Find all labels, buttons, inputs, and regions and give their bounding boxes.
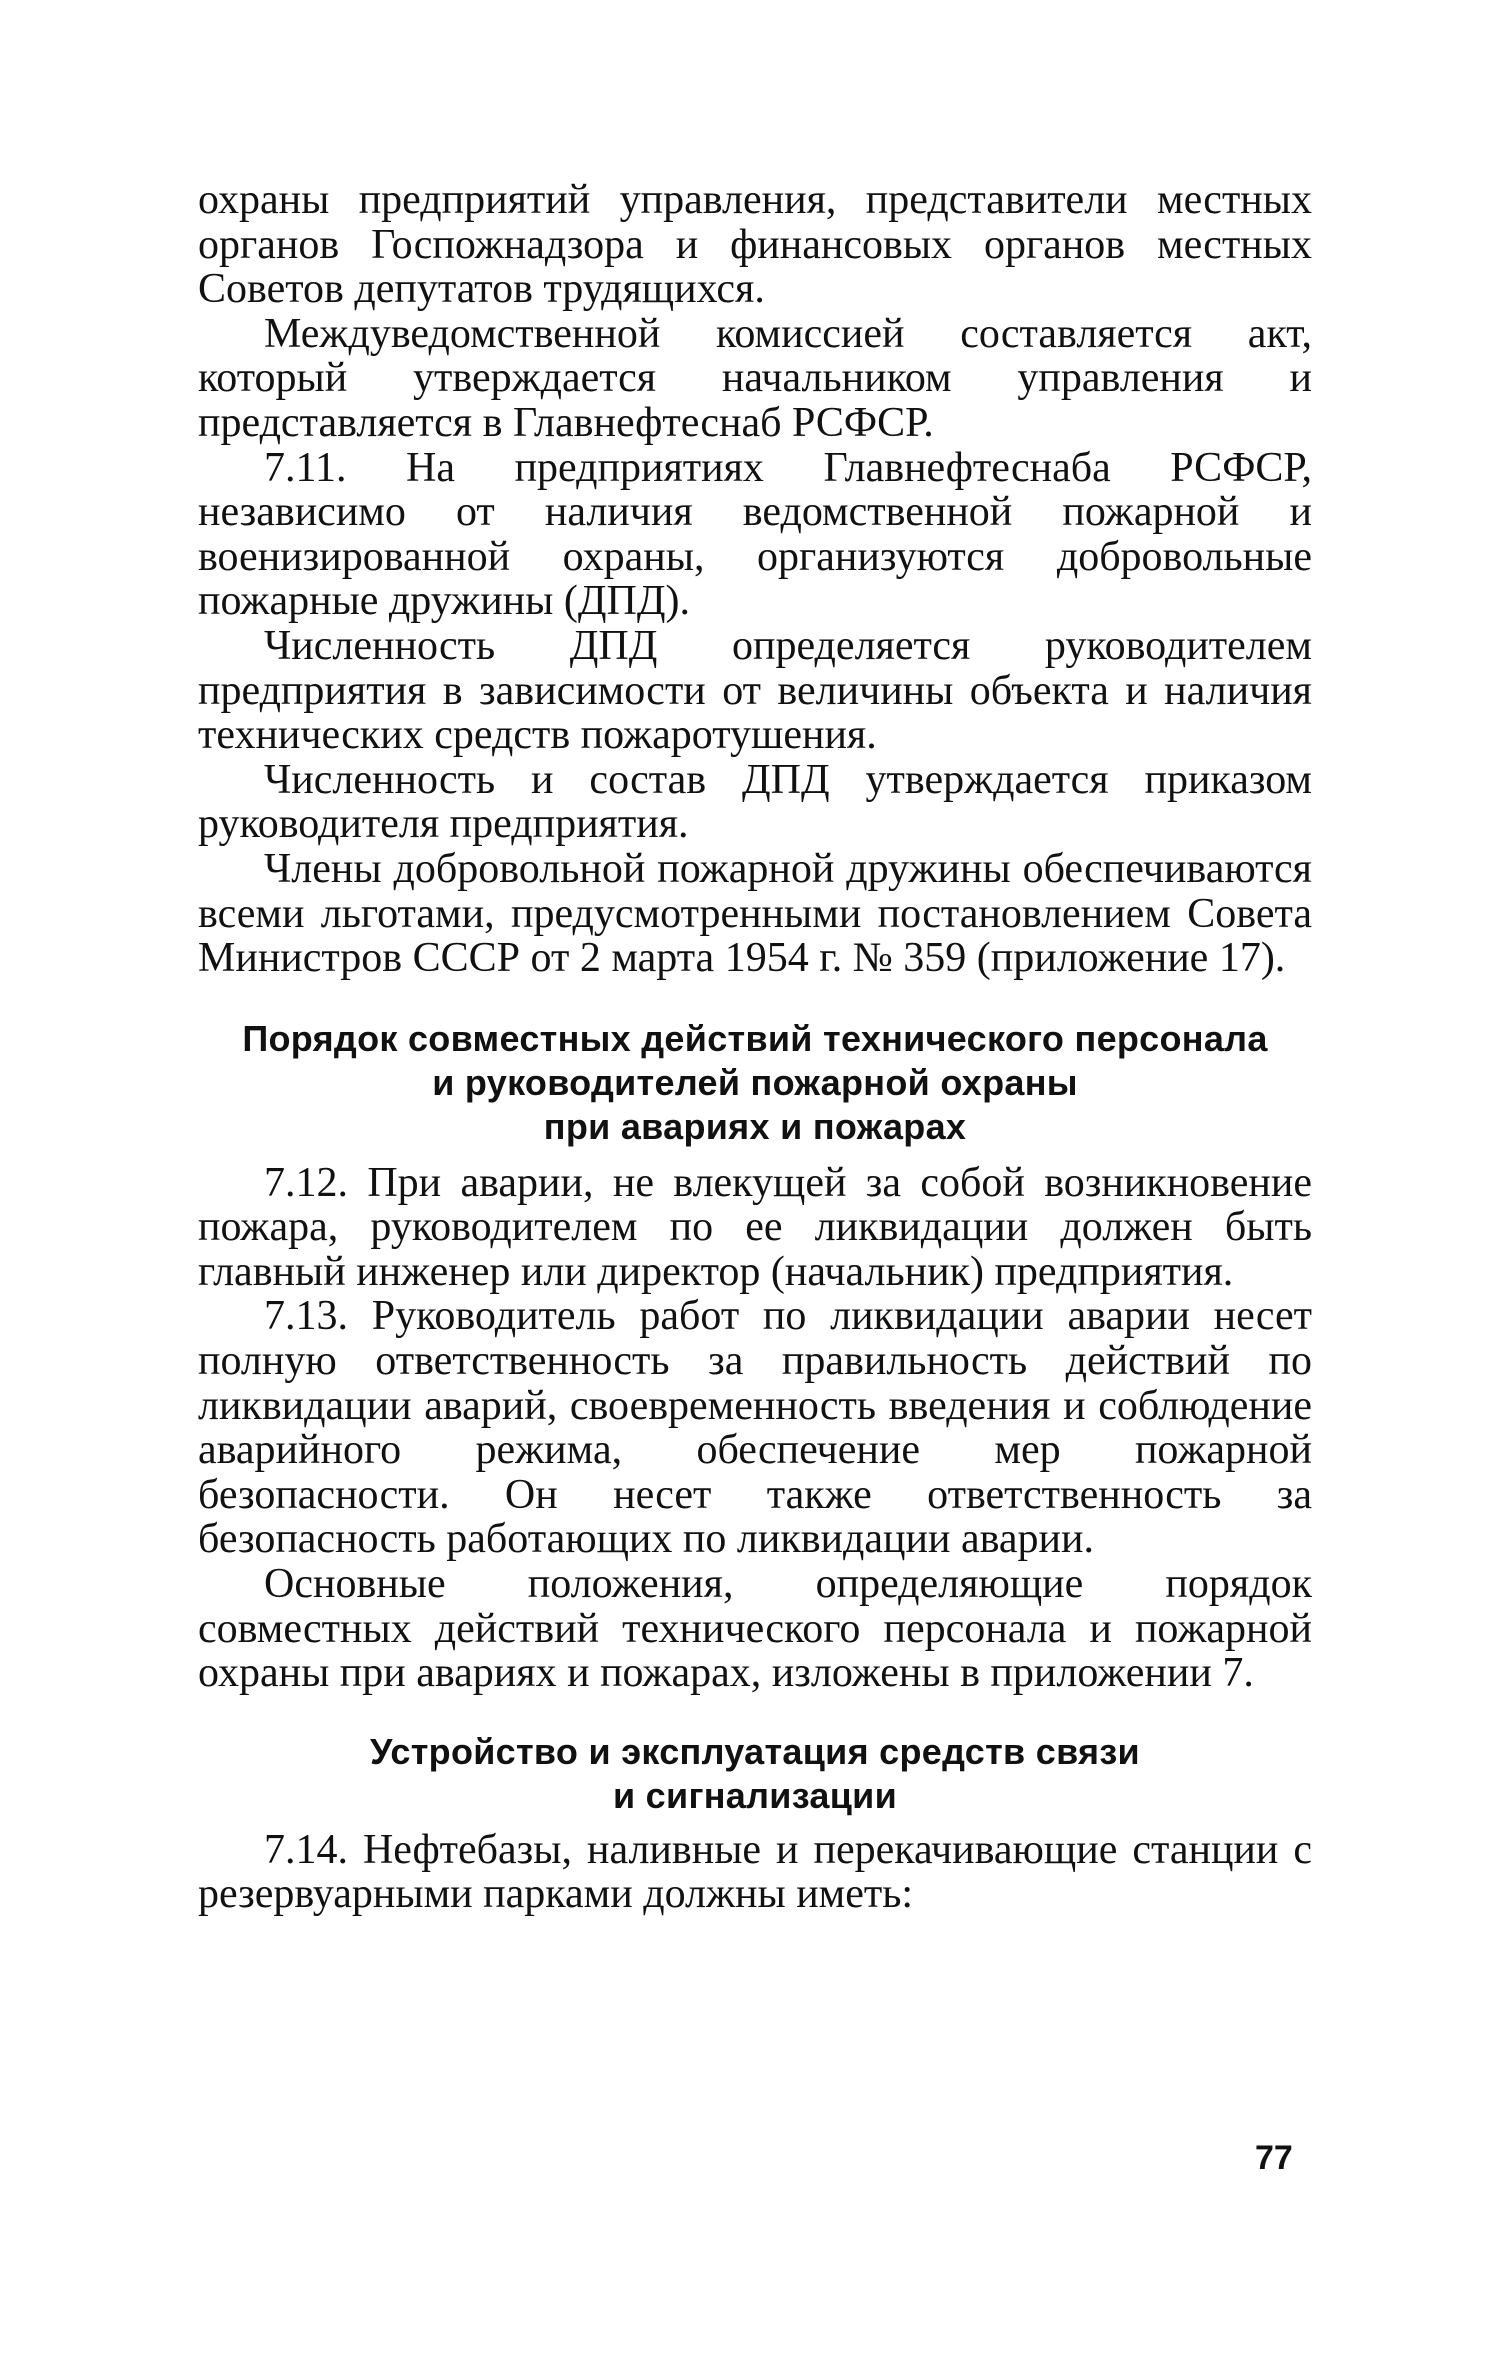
heading-line: и руководителей пожарной охраны — [432, 1061, 1078, 1103]
section-heading-joint-actions — [198, 1017, 1312, 1149]
paragraph-commission-act: Междуведомственной комиссией составляется акт, который утверждается начальником управления и представляется в Главнефтеснаб РСФСР. — [198, 310, 1312, 446]
heading-line: при авариях и пожарах — [543, 1105, 967, 1147]
paragraph-main-provisions: Основные положения, определяющие порядок совместных действий технического персонала и пожарной охраны при авариях и пожарах, изложены в приложении 7. — [198, 1561, 1312, 1697]
section-heading-communications — [198, 1730, 1312, 1818]
paragraph-7-11: 7.11. На предприятиях Главнефтеснаба РСФСР, независимо от наличия ведомственной пожарной и военизированной охраны, организуются добровольные пожарные дружины (ДПД). — [198, 444, 1312, 625]
heading-line: Порядок совместных действий технического персонала — [242, 1017, 1268, 1059]
heading-line: Устройство и эксплуатация средств связи — [369, 1730, 1140, 1772]
paragraph-7-12: 7.12. При аварии, не влекущей за собой возникновение пожара, руководителем по ее ликвидации должен быть главный инженер или директор (начальник) предприятия. — [198, 1159, 1312, 1295]
page-body — [198, 178, 1312, 1917]
paragraph-continuation: охраны предприятий управления, представители местных органов Госпожнадзора и финансовых органов местных Советов депутатов трудящихся. — [198, 177, 1312, 313]
paragraph-dpd-count: Численность ДПД определяется руководителем предприятия в зависимости от величины объекта и наличия технических средств пожаротушения. — [198, 622, 1312, 759]
heading-line: и сигнализации — [612, 1774, 898, 1816]
paragraph-dpd-composition: Численность и состав ДПД утверждается приказом руководителя предприятия. — [198, 756, 1312, 848]
paragraph-dpd-members: Члены добровольной пожарной дружины обеспечиваются всеми льготами, предусмотренными постановлением Совета Министров СССР от 2 марта 1954 г. № 359 (приложение 17). — [198, 845, 1312, 982]
page-number: 77 — [1255, 2139, 1293, 2177]
paragraph-7-14: 7.14. Нефтебазы, наливные и перекачивающие станции с резервуарными парками должны иметь: — [198, 1826, 1312, 1918]
paragraph-7-13: 7.13. Руководитель работ по ликвидации аварии несет полную ответственность за правильность действий по ликвидации аварий, своевременность введения и соблюдение аварийного режима, обеспечение мер пожарной безопасности. Он несет также ответственность за безопасность работающих по ликвидации аварии. — [198, 1293, 1312, 1563]
